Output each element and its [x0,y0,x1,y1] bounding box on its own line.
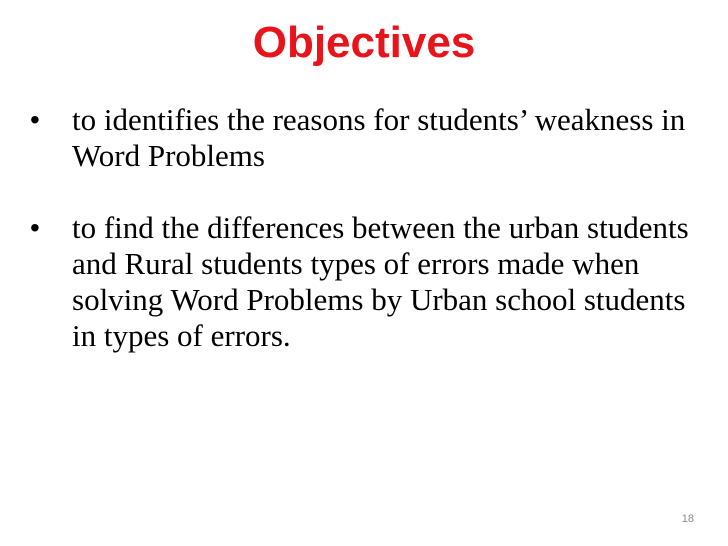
bullet-text: to identifies the reasons for students’ weakness in Word Problems [72,102,686,173]
page-number: 18 [681,513,694,525]
slide-title: Objectives [252,18,476,67]
bullet-text: to find the differences between the urban students and Rural students types of errors made when solving Word Problems by Urban school students in types of errors. [72,210,689,353]
bullet-icon: • [30,212,40,243]
bullet-item [30,210,710,354]
bullet-item [30,102,710,174]
bullet-icon: • [30,104,40,135]
bullet-list [30,102,710,390]
